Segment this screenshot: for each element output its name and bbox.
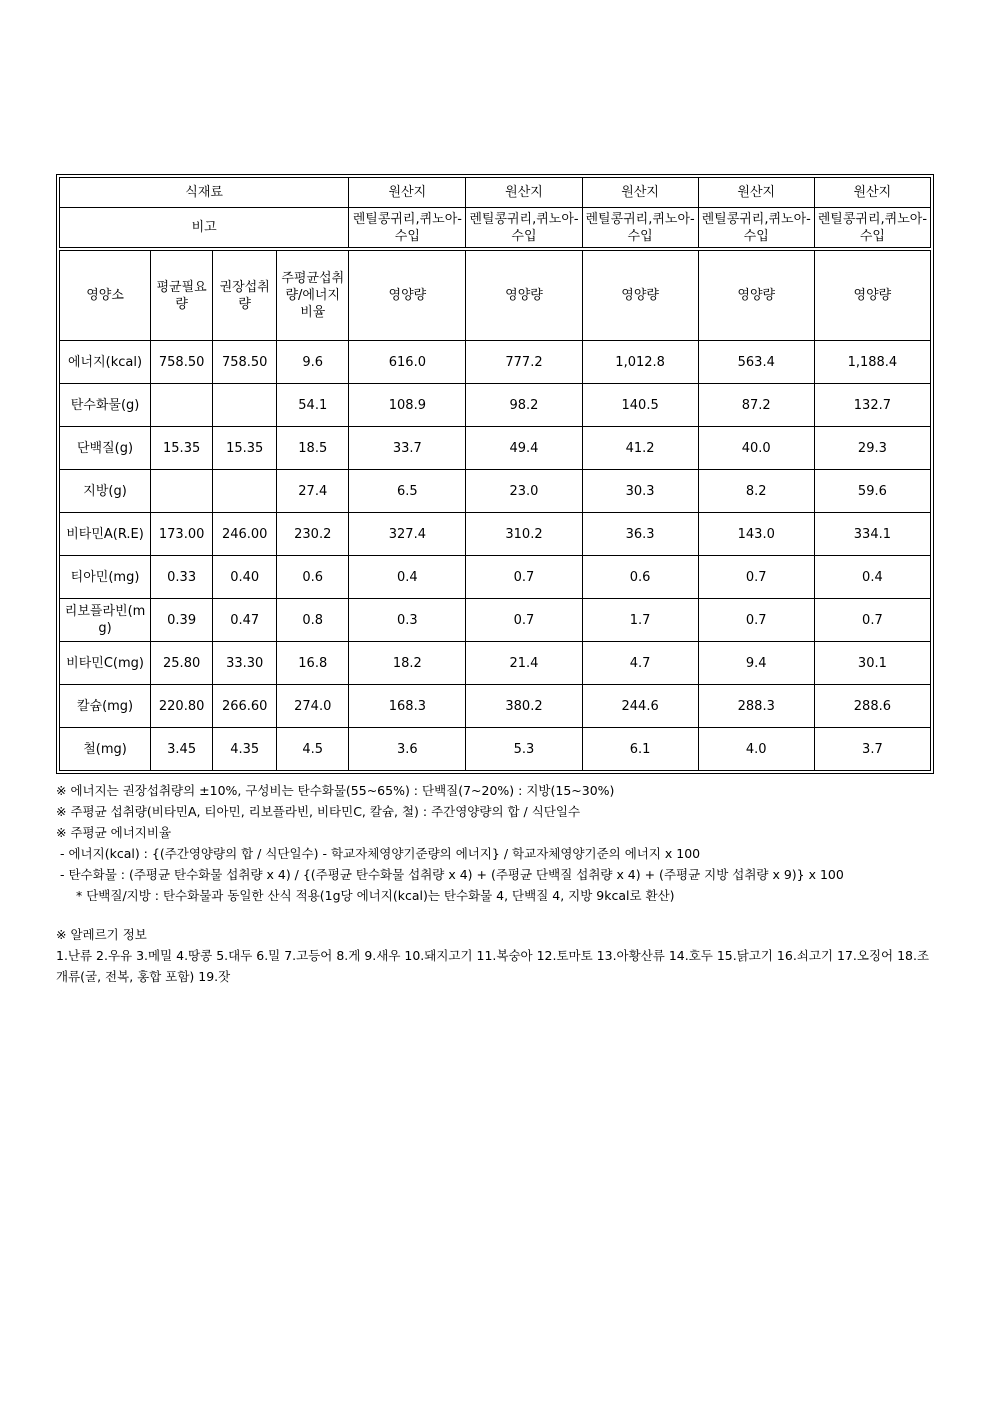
avg-req-value: [151, 470, 213, 513]
amount-value: 0.7: [698, 556, 814, 599]
allergy-list: 1.난류 2.우유 3.메밀 4.땅콩 5.대두 6.밀 7.고등어 8.게 9.새우 10.돼지고기 11.복숭아 12.토마토 13.아황산류 14.호두 15.닭고기 16.쇠고기 17.오징어 18.조개류(굴, 전복, 홍합 포함) 19.잣: [56, 948, 930, 984]
table-row: [60, 556, 931, 599]
amount-value: 40.0: [698, 427, 814, 470]
amount-value: 23.0: [466, 470, 582, 513]
nutrient-name: 철(mg): [60, 728, 151, 771]
amount-value: 0.4: [349, 556, 466, 599]
nutrient-name: 칼슘(mg): [60, 685, 151, 728]
amount-value: 777.2: [466, 341, 582, 384]
weekly-avg-value: 0.8: [277, 599, 349, 642]
amount-value: 1.7: [582, 599, 698, 642]
amount-header: 영양량: [349, 251, 466, 341]
rec-intake-value: [213, 384, 277, 427]
amount-value: 380.2: [466, 685, 582, 728]
amount-value: 0.7: [698, 599, 814, 642]
weekly-avg-value: 54.1: [277, 384, 349, 427]
amount-value: 3.6: [349, 728, 466, 771]
rec-intake-value: [213, 470, 277, 513]
weekly-avg-value: 16.8: [277, 642, 349, 685]
origin-header: 원산지: [814, 178, 930, 208]
amount-value: 616.0: [349, 341, 466, 384]
table-row: [60, 470, 931, 513]
nutrient-name: 리보플라빈(mg): [60, 599, 151, 642]
table-row: [60, 513, 931, 556]
remark-cell: 렌틸콩귀리,퀴노아-수입: [466, 208, 582, 248]
amount-value: 9.4: [698, 642, 814, 685]
amount-header: 영양량: [814, 251, 930, 341]
amount-value: 6.5: [349, 470, 466, 513]
amount-value: 0.7: [466, 599, 582, 642]
amount-value: 6.1: [582, 728, 698, 771]
amount-value: 0.3: [349, 599, 466, 642]
avg-req-value: 15.35: [151, 427, 213, 470]
amount-value: 244.6: [582, 685, 698, 728]
nutrient-name: 지방(g): [60, 470, 151, 513]
table-row: [60, 599, 931, 642]
amount-value: 3.7: [814, 728, 930, 771]
avg-req-value: 0.39: [151, 599, 213, 642]
avg-req-value: 3.45: [151, 728, 213, 771]
amount-value: 0.7: [466, 556, 582, 599]
table-row: [60, 685, 931, 728]
amount-value: 30.1: [814, 642, 930, 685]
origin-header: 원산지: [582, 178, 698, 208]
rec-intake-value: 4.35: [213, 728, 277, 771]
rec-intake-value: 758.50: [213, 341, 277, 384]
note-energy-formula: - 에너지(kcal) : {(주간영양량의 합 / 식단일수) - 학교자체영양기준량의 에너지} / 학교자체영양기준의 에너지 x 100: [60, 846, 701, 861]
amount-value: 30.3: [582, 470, 698, 513]
rec-intake-value: 0.47: [213, 599, 277, 642]
amount-value: 33.7: [349, 427, 466, 470]
weekly-avg-value: 0.6: [277, 556, 349, 599]
table-row: [60, 384, 931, 427]
avg-req-value: 758.50: [151, 341, 213, 384]
ingredient-label: 식재료: [60, 178, 349, 208]
amount-value: 327.4: [349, 513, 466, 556]
amount-value: 98.2: [466, 384, 582, 427]
remark-cell: 렌틸콩귀리,퀴노아-수입: [698, 208, 814, 248]
amount-value: 87.2: [698, 384, 814, 427]
table-row: [60, 341, 931, 384]
amount-value: 288.3: [698, 685, 814, 728]
avg-req-value: [151, 384, 213, 427]
avg-req-value: 220.80: [151, 685, 213, 728]
amount-value: 140.5: [582, 384, 698, 427]
note-protein-fat: * 단백질/지방 : 탄수화물과 동일한 산식 적용(1g당 에너지(kcal)는 탄수화물 4, 단백질 4, 지방 9kcal로 환산): [76, 888, 675, 903]
nutrient-name: 티아민(mg): [60, 556, 151, 599]
amount-value: 36.3: [582, 513, 698, 556]
amount-value: 168.3: [349, 685, 466, 728]
amount-value: 4.0: [698, 728, 814, 771]
origin-header: 원산지: [349, 178, 466, 208]
weekly-avg-value: 18.5: [277, 427, 349, 470]
amount-value: 132.7: [814, 384, 930, 427]
weekly-avg-value: 4.5: [277, 728, 349, 771]
remark-label: 비고: [60, 208, 349, 248]
amount-value: 49.4: [466, 427, 582, 470]
table-row: [60, 642, 931, 685]
amount-value: 21.4: [466, 642, 582, 685]
amount-value: 1,188.4: [814, 341, 930, 384]
nutrient-name: 탄수화물(g): [60, 384, 151, 427]
nutrient-header: 영양소: [60, 251, 151, 341]
amount-value: 0.7: [814, 599, 930, 642]
nutrient-rows: [60, 341, 931, 771]
rec-intake-value: 0.40: [213, 556, 277, 599]
amount-value: 41.2: [582, 427, 698, 470]
avg-req-value: 173.00: [151, 513, 213, 556]
amount-header: 영양량: [698, 251, 814, 341]
weekly-avg-header: 주평균섭취량/에너지비율: [277, 251, 349, 341]
nutrient-name: 에너지(kcal): [60, 341, 151, 384]
origin-header: 원산지: [466, 178, 582, 208]
amount-value: 8.2: [698, 470, 814, 513]
remark-row: [60, 208, 931, 248]
amount-header: 영양량: [466, 251, 582, 341]
rec-intake-value: 246.00: [213, 513, 277, 556]
amount-value: 5.3: [466, 728, 582, 771]
rec-intake-header: 권장섭취량: [213, 251, 277, 341]
weekly-avg-value: 230.2: [277, 513, 349, 556]
note-energy: ※ 에너지는 권장섭취량의 ±10%, 구성비는 탄수화물(55~65%) : 단백질(7~20%) : 지방(15~30%): [56, 783, 615, 798]
rec-intake-value: 266.60: [213, 685, 277, 728]
amount-value: 310.2: [466, 513, 582, 556]
nutrient-name: 단백질(g): [60, 427, 151, 470]
origin-row: [60, 178, 931, 208]
amount-value: 334.1: [814, 513, 930, 556]
remark-cell: 렌틸콩귀리,퀴노아-수입: [349, 208, 466, 248]
amount-value: 108.9: [349, 384, 466, 427]
amount-value: 143.0: [698, 513, 814, 556]
table-row: [60, 728, 931, 771]
weekly-avg-value: 9.6: [277, 341, 349, 384]
notes-section: [56, 780, 936, 987]
avg-req-header: 평균필요량: [151, 251, 213, 341]
remark-cell: 렌틸콩귀리,퀴노아-수입: [582, 208, 698, 248]
amount-value: 4.7: [582, 642, 698, 685]
amount-value: 29.3: [814, 427, 930, 470]
amount-value: 0.4: [814, 556, 930, 599]
weekly-avg-value: 27.4: [277, 470, 349, 513]
amount-header: 영양량: [582, 251, 698, 341]
origin-header: 원산지: [698, 178, 814, 208]
note-energy-ratio-title: ※ 주평균 에너지비율: [56, 825, 172, 840]
amount-value: 59.6: [814, 470, 930, 513]
avg-req-value: 25.80: [151, 642, 213, 685]
remark-cell: 렌틸콩귀리,퀴노아-수입: [814, 208, 930, 248]
amount-value: 288.6: [814, 685, 930, 728]
note-carb-formula: - 탄수화물 : (주평균 탄수화물 섭취량 x 4) / {(주평균 탄수화물 섭취량 x 4) + (주평균 단백질 섭취량 x 4) + (주평균 지방 섭취량 x 9)} x 100: [60, 867, 844, 882]
amount-value: 563.4: [698, 341, 814, 384]
subheader-row: [60, 251, 931, 341]
nutrition-table: [59, 177, 931, 771]
nutrient-name: 비타민A(R.E): [60, 513, 151, 556]
rec-intake-value: 33.30: [213, 642, 277, 685]
rec-intake-value: 15.35: [213, 427, 277, 470]
allergy-title: ※ 알레르기 정보: [56, 927, 147, 942]
nutrient-name: 비타민C(mg): [60, 642, 151, 685]
table-row: [60, 427, 931, 470]
amount-value: 0.6: [582, 556, 698, 599]
amount-value: 18.2: [349, 642, 466, 685]
avg-req-value: 0.33: [151, 556, 213, 599]
note-weekly-intake: ※ 주평균 섭취량(비타민A, 티아민, 리보플라빈, 비타민C, 칼슘, 철) : 주간영양량의 합 / 식단일수: [56, 804, 581, 819]
nutrition-table-frame: [56, 174, 934, 774]
weekly-avg-value: 274.0: [277, 685, 349, 728]
amount-value: 1,012.8: [582, 341, 698, 384]
